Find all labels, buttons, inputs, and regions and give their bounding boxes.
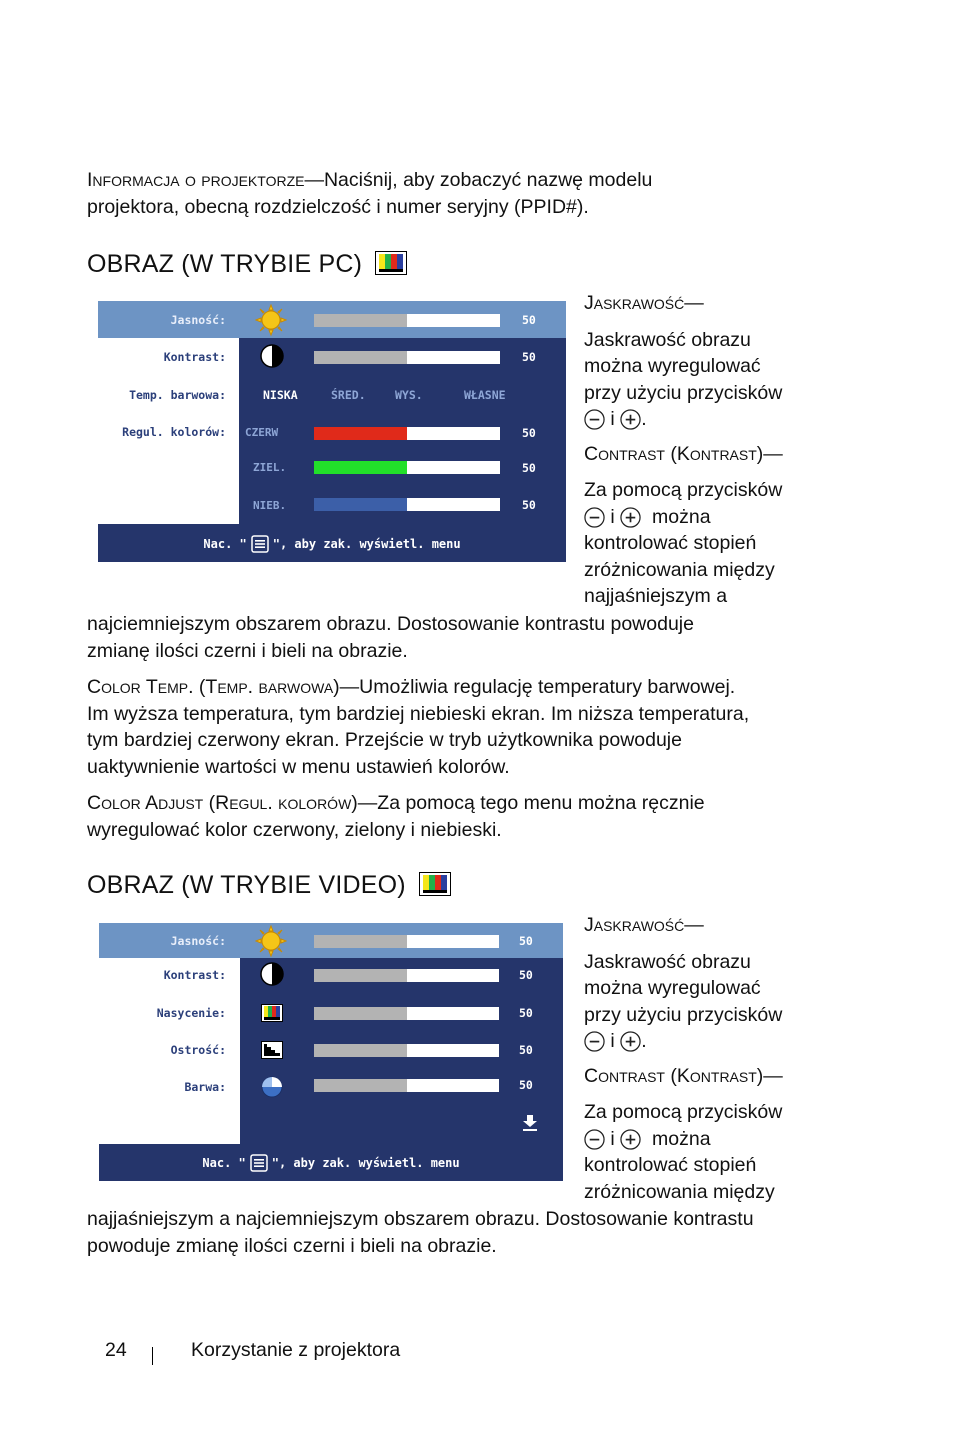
osd-green-slider[interactable] xyxy=(314,461,500,474)
osd-saturation-value: 50 xyxy=(519,1006,533,1020)
osd-label-blue: NIEB. xyxy=(253,499,287,512)
osd-label-brightness: Jasność: xyxy=(170,313,226,327)
osd-blue-value: 50 xyxy=(522,498,536,512)
contrast-icon xyxy=(260,344,284,368)
pc-body xyxy=(87,611,887,843)
osd-sharpness-slider[interactable] xyxy=(314,1044,499,1057)
osd-temp-option-low[interactable]: NISKA xyxy=(263,388,298,402)
menu-button-icon xyxy=(251,535,269,553)
pc-contrast-cont-2: zmianę ilości czerni i bieli na obrazie. xyxy=(87,639,408,662)
pc-contrast-line-5: najjaśniejszym a xyxy=(584,585,728,607)
plus-button-icon xyxy=(620,507,641,528)
osd-label-brightness: Jasność: xyxy=(170,934,226,948)
pc-contrast-term-b: Kontrast xyxy=(676,442,757,465)
osd-label-color-adjust: Regul. kolorów: xyxy=(122,425,226,439)
pc-brightness-line-1: Jaskrawość obrazu xyxy=(584,328,751,351)
pc-color-temp-line-2: Im wyższa temperatura, tym bardziej niebieski ekran. Im niższa temperatura, xyxy=(87,702,750,725)
pc-color-temp-line-4: uaktywnienie wartości w menu ustawień kolorów. xyxy=(87,755,510,778)
osd-brightness-value: 50 xyxy=(522,313,536,327)
footer-divider xyxy=(152,1347,153,1365)
picture-icon xyxy=(375,251,407,275)
osd-temp-option-mid[interactable]: ŚRED. xyxy=(331,388,366,402)
osd-footer-hint xyxy=(98,525,566,562)
osd-label-saturation: Nasycenie: xyxy=(156,1006,226,1020)
pc-contrast-cont-1: najciemniejszym obszarem obrazu. Dostosowanie kontrastu powoduje xyxy=(87,613,694,635)
plus-button-icon xyxy=(620,409,641,430)
video-heading-text: OBRAZ (W TRYBIE VIDEO) xyxy=(87,871,406,899)
osd-temp-option-user[interactable]: WŁASNE xyxy=(464,388,506,402)
osd-saturation-slider[interactable] xyxy=(314,1007,499,1020)
osd-footer-hint xyxy=(99,1144,563,1181)
plus-button-icon xyxy=(620,1031,641,1052)
osd-label-color-temp: Temp. barwowa: xyxy=(129,388,226,402)
video-contrast-cont-1: najjaśniejszym a najciemniejszym obszarem obrazu. Dostosowanie kontrastu xyxy=(87,1208,754,1230)
pc-contrast-line-1: Za pomocą przycisków xyxy=(584,479,783,501)
video-contrast-line-1: Za pomocą przycisków xyxy=(584,1101,783,1123)
video-contrast-term-c: )— xyxy=(756,1064,783,1087)
osd-brightness-slider[interactable] xyxy=(314,935,499,948)
pc-section-heading xyxy=(87,249,407,279)
pc-color-temp-line-3: tym bardziej czerwony ekran. Przejście w tryb użytkownika powoduje xyxy=(87,729,682,751)
pc-contrast-term-a: Contrast ( xyxy=(584,442,677,465)
video-and-2: i xyxy=(610,1127,615,1150)
osd-sharpness-value: 50 xyxy=(519,1043,533,1057)
tint-icon xyxy=(261,1076,283,1098)
osd-contrast-slider[interactable] xyxy=(314,969,499,982)
video-brightness-line-3: przy użyciu przycisków xyxy=(584,1003,783,1026)
video-brightness-line-1: Jaskrawość obrazu xyxy=(584,950,751,973)
video-and-1: i xyxy=(610,1030,615,1052)
osd-temp-option-high[interactable]: WYS. xyxy=(395,388,423,402)
osd-menu-video xyxy=(99,923,563,1181)
osd-brightness-slider[interactable] xyxy=(314,314,500,327)
osd-tint-value: 50 xyxy=(519,1078,533,1092)
video-body xyxy=(87,1206,887,1259)
pc-period: . xyxy=(641,408,647,430)
video-contrast-line-4: zróżnicowania między xyxy=(584,1180,775,1203)
pc-heading-text: OBRAZ (W TRYBIE PC) xyxy=(87,250,363,278)
footer-section-title: Korzystanie z projektora xyxy=(191,1339,401,1361)
pc-color-temp-line-1: —Umożliwia regulację temperatury barwowej. xyxy=(339,676,736,698)
video-brightness-term: Jaskrawość— xyxy=(584,914,704,936)
pc-contrast-line-2: można xyxy=(652,505,711,528)
video-brightness-line-2: można wyregulować xyxy=(584,977,761,999)
pc-contrast-term-c: )— xyxy=(756,442,783,465)
page-number: 24 xyxy=(105,1339,127,1361)
info-text-2: projektora, obecną rozdzielczość i numer seryjny (PPID#). xyxy=(87,195,589,218)
osd-label-sharpness: Ostrość: xyxy=(170,1043,226,1057)
pc-contrast-line-4: zróżnicowania między xyxy=(584,558,775,581)
osd-blue-slider[interactable] xyxy=(314,498,500,511)
osd-label-tint: Barwa: xyxy=(184,1080,226,1094)
sharpness-icon xyxy=(261,1041,283,1059)
pc-brightness-block xyxy=(584,290,844,610)
pc-color-adjust-line-1: —Za pomocą tego menu można ręcznie xyxy=(357,792,705,814)
osd-label-red: CZERW xyxy=(245,426,279,439)
osd-contrast-slider[interactable] xyxy=(314,351,500,364)
pc-color-adjust-term: Color Adjust (Regul. kolorów) xyxy=(87,792,358,814)
osd-menu-pc xyxy=(98,301,566,562)
osd-contrast-value: 50 xyxy=(519,968,533,982)
info-paragraph xyxy=(87,167,887,220)
sun-icon xyxy=(255,304,287,336)
osd-footer-text-b: ", aby zak. wyświetl. menu xyxy=(271,1155,460,1170)
minus-button-icon xyxy=(584,507,605,528)
osd-footer-text-a: Nac. " xyxy=(203,536,247,551)
osd-tint-slider[interactable] xyxy=(314,1079,499,1092)
osd-footer-text-b: ", aby zak. wyświetl. menu xyxy=(272,536,461,551)
pc-brightness-line-2: można wyregulować xyxy=(584,355,761,377)
osd-red-value: 50 xyxy=(522,426,536,440)
osd-label-contrast: Kontrast: xyxy=(163,350,226,364)
saturation-icon xyxy=(261,1004,283,1022)
video-contrast-line-3: kontrolować stopień xyxy=(584,1154,757,1176)
sun-icon xyxy=(255,925,287,957)
picture-icon xyxy=(419,872,451,896)
scroll-down-icon[interactable] xyxy=(522,1114,538,1132)
plus-button-icon xyxy=(620,1129,641,1150)
minus-button-icon xyxy=(584,1129,605,1150)
video-section-heading xyxy=(87,870,451,900)
osd-label-contrast: Kontrast: xyxy=(163,968,226,982)
osd-footer-text-a: Nac. " xyxy=(202,1155,246,1170)
menu-button-icon xyxy=(250,1154,268,1172)
osd-brightness-value: 50 xyxy=(519,934,533,948)
minus-button-icon xyxy=(584,1031,605,1052)
info-term: Informacja o projektorze xyxy=(87,169,305,191)
osd-red-slider[interactable] xyxy=(314,427,500,440)
pc-color-adjust-line-2: wyregulować kolor czerwony, zielony i niebieski. xyxy=(87,818,502,841)
pc-color-temp-term: Color Temp. (Temp. barwowa) xyxy=(87,676,340,698)
info-text-1: —Naciśnij, aby zobaczyć nazwę modelu xyxy=(304,169,653,191)
osd-label-green: ZIEL. xyxy=(253,461,287,474)
osd-contrast-value: 50 xyxy=(522,350,536,364)
minus-button-icon xyxy=(584,409,605,430)
pc-brightness-term: Jaskrawość— xyxy=(584,292,704,314)
pc-contrast-line-3: kontrolować stopień xyxy=(584,532,757,554)
contrast-icon xyxy=(260,962,284,986)
video-contrast-term-b: Kontrast xyxy=(676,1064,757,1087)
pc-and-2: i xyxy=(610,505,615,528)
osd-green-value: 50 xyxy=(522,461,536,475)
video-contrast-line-2: można xyxy=(652,1127,711,1150)
video-contrast-cont-2: powoduje zmianę ilości czerni i bieli na obrazie. xyxy=(87,1234,497,1257)
video-period: . xyxy=(641,1030,647,1052)
pc-and-1: i xyxy=(610,408,615,430)
pc-brightness-line-3: przy użyciu przycisków xyxy=(584,381,783,404)
video-contrast-term-a: Contrast ( xyxy=(584,1064,677,1087)
video-brightness-block xyxy=(584,912,844,1205)
